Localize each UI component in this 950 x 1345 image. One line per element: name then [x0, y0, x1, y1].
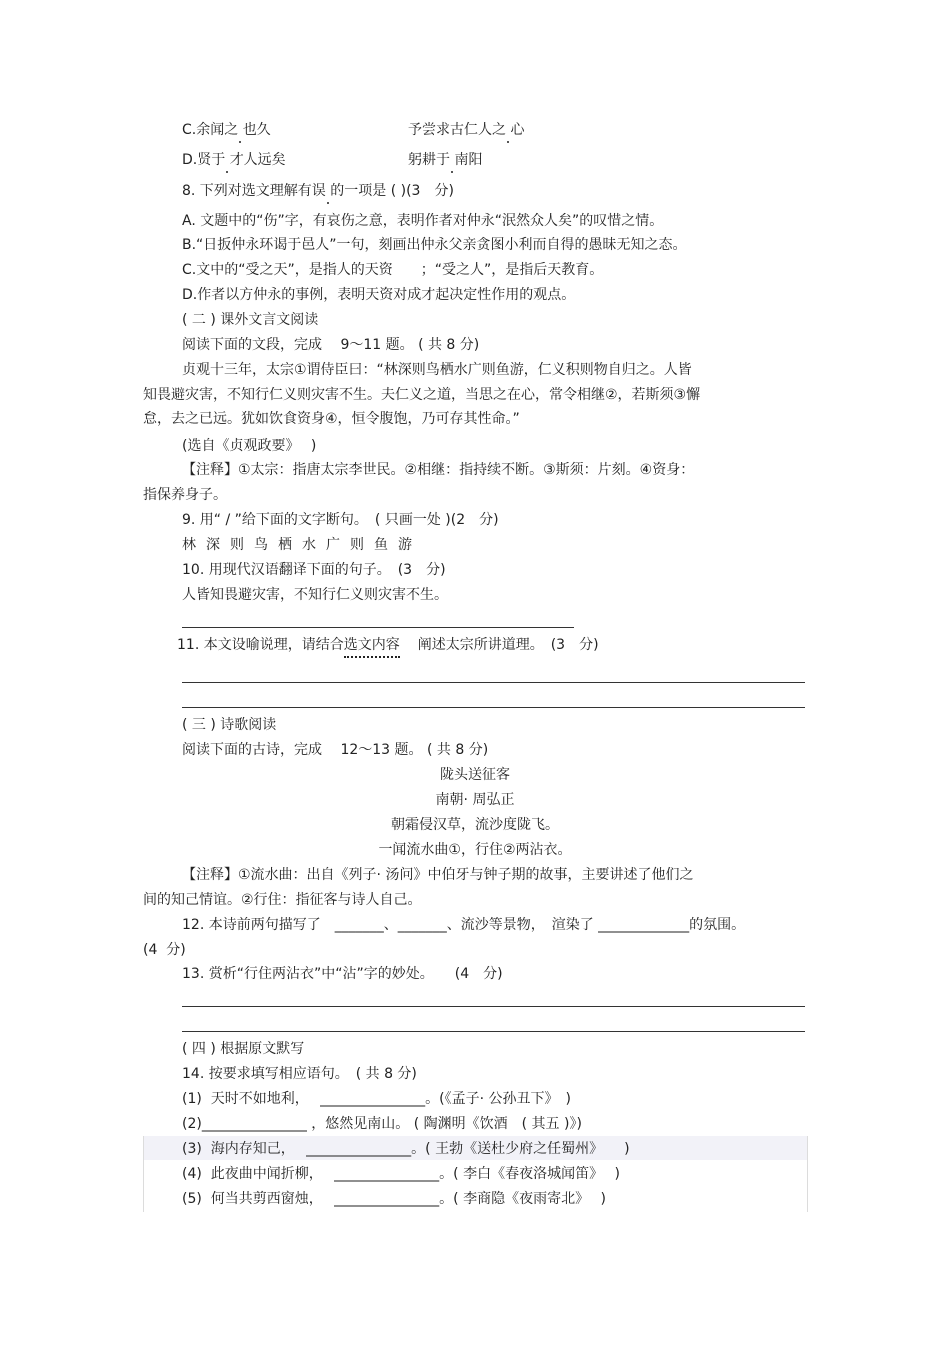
poem-note-line-2: 间的知己情谊。②行住：指征客与诗人自己。	[143, 892, 422, 908]
passage-line-3: 怠，去之已远。犹如饮食资身④，恒令腹饱，乃可存其性命。”	[143, 411, 520, 427]
passage-note-line-1: 【注释】①太宗：指唐太宗李世民。②相继：指持续不断。③斯须：片刻。④资身：	[182, 462, 695, 478]
q7-option-c-left: C.余闻之 也久	[182, 122, 271, 138]
q8-option-b: B.“日扳仲永环谒于邑人”一句，刻画出仲永父亲贪图小利而自得的愚昧无知之态。	[182, 237, 687, 253]
section3-title: ( 三 ) 诗歌阅读	[182, 717, 277, 733]
emphasis-dot	[506, 122, 510, 138]
poem-title: 陇头送征客	[440, 767, 510, 783]
emphasis-dot	[326, 183, 330, 199]
poem-note-line-1: 【注释】①流水曲：出自《列子· 汤问》中伯牙与钟子期的故事，主要讲述了他们之	[182, 867, 694, 883]
emphasized-text: 选文内容	[344, 637, 400, 658]
q14-item-5: (5) 何当共剪西窗烛， _______________。( 李商隐《夜雨寄北》 )	[182, 1191, 607, 1207]
q7-option-d-left: D.贤于 才人远矣	[182, 152, 286, 168]
q9-text: 林深则鸟栖水广则鱼游	[182, 537, 422, 553]
q8-option-c: C.文中的“受之天”，是指人的天资 ；“受之人”，是指后天教育。	[182, 262, 604, 278]
q8-option-d: D.作者以方仲永的事例，表明天资对成才起决定性作用的观点。	[182, 287, 576, 303]
q13-stem: 13. 赏析“行住两沾衣”中“沾”字的妙处。 (4 分)	[182, 966, 503, 982]
section4-title: ( 四 ) 根据原文默写	[182, 1041, 305, 1057]
emphasis-dot	[450, 152, 454, 168]
answer-line	[182, 1006, 805, 1007]
poem-line-1: 朝霜侵汉草，流沙度陇飞。	[391, 817, 559, 833]
q8-stem: 8. 下列对选文理解有误 的一项是 ( )(3 分)	[182, 183, 454, 199]
passage-note-line-2: 指保养身子。	[143, 487, 227, 503]
section3-instruction: 阅读下面的古诗，完成 12～13 题。 ( 共 8 分)	[182, 742, 489, 758]
section2-instruction: 阅读下面的文段，完成 9～11 题。 ( 共 8 分)	[182, 337, 480, 353]
poem-author: 南朝· 周弘正	[435, 792, 515, 808]
answer-line	[182, 627, 574, 628]
q7-option-c-right: 予尝求古仁人之 心	[408, 122, 525, 138]
q14-item-2: (2)_______________ ，悠然见南山。 ( 陶渊明《饮酒 ( 其五 )》)	[182, 1116, 582, 1132]
q9-stem: 9. 用“ / ”给下面的文字断句。 ( 只画一处 )(2 分)	[182, 512, 499, 528]
q14-item-4: (4) 此夜曲中闻折柳， _______________。( 李白《春夜洛城闻笛》 )	[182, 1166, 621, 1182]
margin-line	[143, 1136, 144, 1212]
q12-score: (4 分)	[143, 942, 186, 958]
answer-line	[182, 682, 805, 683]
q14-item-3: (3) 海内存知己， _______________。( 王勃《送杜少府之任蜀州》 )	[182, 1141, 630, 1157]
poem-line-2: 一闻流水曲①，行住②两沾衣。	[378, 842, 572, 858]
answer-line	[182, 1031, 805, 1032]
q8-option-a: A. 文题中的“伤”字，有哀伤之意，表明作者对仲永“泯然众人矣”的叹惜之情。	[182, 213, 664, 229]
q10-stem: 10. 用现代汉语翻译下面的句子。 (3 分)	[182, 562, 446, 578]
passage-line-1: 贞观十三年，太宗①谓侍臣曰：“林深则鸟栖水广则鱼游，仁义积则物自归之。人皆	[182, 362, 692, 378]
q14-stem: 14. 按要求填写相应语句。 ( 共 8 分)	[182, 1066, 417, 1082]
passage-line-2: 知畏避灾害，不知行仁义则灾害不生。夫仁义之道，当思之在心，常令相继②，若斯须③懈	[143, 387, 701, 403]
section2-title: ( 二 ) 课外文言文阅读	[182, 312, 319, 328]
q14-item-1: (1) 天时不如地利， _______________。(《孟子· 公孙丑下》 )	[182, 1091, 572, 1107]
q10-text: 人皆知畏避灾害，不知行仁义则灾害不生。	[182, 587, 448, 603]
emphasis-dot	[225, 152, 229, 168]
passage-source: (选自《贞观政要》 )	[182, 438, 317, 454]
q11-stem: 11. 本文设喻说理，请结合选文内容 阐述太宗所讲道理。 (3 分)	[177, 636, 599, 654]
margin-line	[807, 1136, 808, 1212]
q7-option-d-right: 躬耕于 南阳	[408, 152, 483, 168]
emphasis-dot	[238, 122, 242, 138]
q12-stem: 12. 本诗前两句描写了 _______、_______、流沙等景物， 渲染了 _____________的氛围。	[182, 917, 746, 933]
answer-line	[182, 707, 805, 708]
